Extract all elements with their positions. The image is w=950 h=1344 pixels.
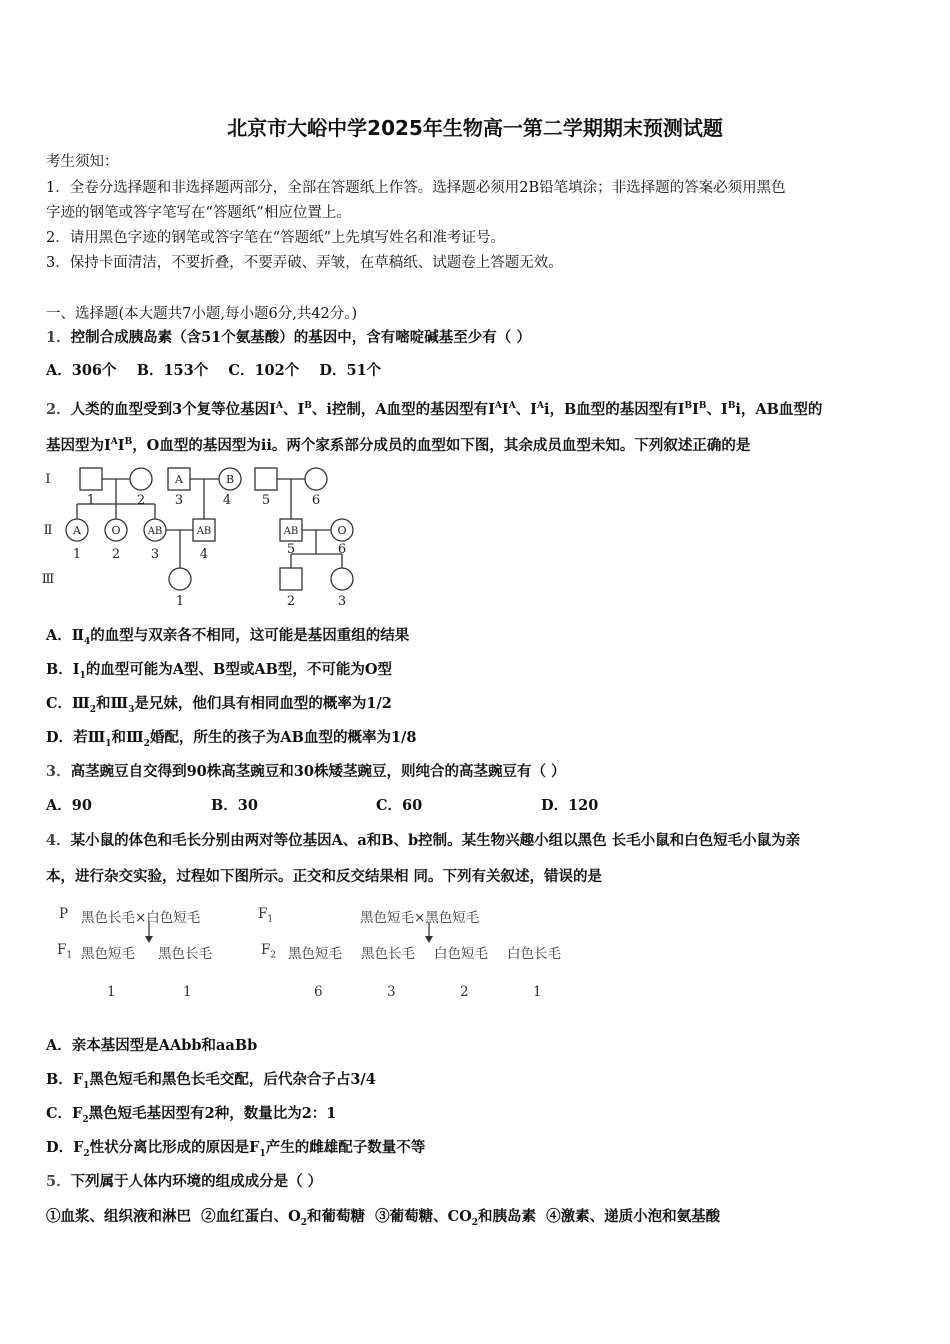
member-label: 2: [111, 547, 121, 562]
sub: 2: [89, 704, 96, 715]
f2-count: 1: [533, 984, 542, 1000]
question-4-option-b: [46, 1070, 906, 1096]
item-text: 和胰岛素 ④激素、递质小泡和氨基酸: [478, 1208, 721, 1225]
member-label: 6: [311, 493, 321, 508]
question-number: 3．: [46, 763, 71, 780]
f1-phenotype: 黑色长毛: [158, 946, 212, 962]
arrow-down-icon: [423, 922, 435, 944]
sup: A: [110, 437, 118, 447]
question-3: [46, 762, 906, 782]
f-text: F: [57, 942, 67, 958]
blood-mark: O: [111, 524, 121, 537]
f1-label: [57, 942, 72, 961]
option-text: 产生的雌雄配子数量不等: [265, 1139, 426, 1156]
question-number: 5．: [46, 1173, 71, 1190]
sub: 1: [267, 914, 274, 925]
question-1: [46, 328, 906, 348]
gen-label: Ⅱ: [43, 523, 53, 538]
f1-count: 1: [183, 984, 192, 1000]
option-text: D．若Ⅲ: [46, 729, 106, 746]
member-label: 5: [261, 493, 271, 508]
blood-mark: A: [175, 473, 183, 486]
question-4-option-c: [46, 1104, 906, 1130]
option-text: A．Ⅱ: [46, 627, 84, 644]
f2-count: 3: [387, 984, 396, 1000]
option-c: C．60: [376, 797, 423, 814]
member-label: 1: [72, 547, 82, 562]
question-stem: 高茎豌豆自交得到90株高茎豌豆和30株矮茎豌豆，则纯合的高茎豌豆有（ ）: [70, 763, 566, 780]
f2-count: 2: [460, 984, 469, 1000]
pedigree-diagram: [40, 460, 380, 610]
item-text: 和葡萄糖 ③葡萄糖、CO: [307, 1208, 472, 1225]
sub: 2: [300, 1217, 307, 1228]
sub: 2: [83, 1148, 90, 1159]
pedigree-male: [80, 468, 102, 490]
option-text: B．I: [46, 661, 80, 678]
arrow-down-icon: [143, 922, 155, 944]
stem-text: 人类的血型受到3个复等位基因I: [70, 400, 276, 418]
stem-text: 、I: [282, 400, 305, 418]
member-label: 2: [136, 493, 146, 508]
pedigree-female: [169, 568, 191, 590]
option-text: 性状分离比形成的原因是F: [89, 1139, 260, 1156]
sub: 1: [79, 670, 86, 681]
option-text: 的血型与双亲各不相同，这可能是基因重组的结果: [90, 627, 410, 644]
sub: 1: [66, 950, 73, 961]
member-label: 4: [222, 493, 232, 508]
sup: A: [275, 401, 283, 411]
option-text: 黑色短毛基因型有2种，数量比为2：1: [88, 1105, 337, 1122]
stem-text: i，B血型的基因型有I: [543, 400, 685, 418]
question-stem: 控制合成胰岛素（含51个氨基酸）的基因中，含有嘧啶碱基至少有（ ）: [70, 329, 531, 346]
sub: 2: [270, 950, 277, 961]
cross-diagram: [55, 900, 615, 1005]
question-4-option-a: A．亲本基因型是AAbb和aaBb: [46, 1037, 258, 1054]
notice-item-2: 2．请用黑色字迹的钢笔或答字笔在“答题纸”上先填写姓名和准考证号。: [46, 230, 506, 246]
question-5: [46, 1172, 906, 1192]
option-text: D．F: [46, 1139, 84, 1156]
option-text: B．F: [46, 1071, 84, 1088]
question-number: 1．: [46, 329, 71, 346]
sub: 4: [83, 636, 91, 647]
option-text: 婚配，所生的孩子为AB血型的概率为1/8: [149, 729, 417, 746]
f-text: F: [258, 906, 268, 922]
f2-phenotype: 白色长毛: [507, 946, 561, 962]
sub: 1: [105, 738, 112, 749]
member-label: 6: [337, 542, 347, 557]
sup: B: [727, 401, 736, 411]
f1-count: 1: [107, 984, 116, 1000]
option-text: C．Ⅲ: [46, 695, 90, 712]
sup: A: [494, 401, 502, 411]
sub: 1: [83, 1080, 90, 1091]
option-text: 和Ⅲ: [95, 695, 129, 712]
question-2-option-c: [46, 694, 906, 720]
gen-label: Ⅰ: [45, 472, 51, 487]
stem-text: i，AB血型的: [735, 400, 823, 418]
stem-text: ，O血型的基因型为ii。两个家系部分成员的血型如下图，其余成员血型未知。下列叙述正确的是: [132, 436, 751, 454]
question-5-items: [46, 1207, 906, 1233]
question-2-option-a: [46, 626, 906, 652]
sub: 2: [471, 1217, 479, 1228]
sub: 2: [143, 738, 150, 749]
member-label: 3: [174, 493, 184, 508]
notice-heading: 考生须知：: [46, 154, 119, 170]
blood-mark: A: [73, 524, 81, 537]
gen-label: Ⅲ: [41, 572, 55, 587]
f2-phenotype: 黑色短毛: [288, 946, 342, 962]
item-text: ①血浆、组织液和淋巴 ②血红蛋白、O: [46, 1208, 301, 1225]
f1-phenotype: 黑色短毛: [81, 946, 135, 962]
option-d: D．120: [541, 797, 599, 814]
blood-mark: AB: [147, 526, 163, 537]
option-text: 和Ⅲ: [111, 729, 144, 746]
stem-text: 、i控制，A血型的基因型有I: [311, 400, 495, 418]
option-b: B．30: [211, 797, 258, 814]
sup: B: [304, 401, 312, 411]
f-text: F: [261, 942, 271, 958]
stem-text: 、I: [515, 400, 537, 418]
member-label: 5: [286, 542, 296, 557]
blood-mark: AB: [283, 526, 299, 537]
pedigree-female: [305, 468, 327, 490]
member-label: 3: [337, 594, 347, 609]
pedigree-male: [255, 468, 277, 490]
section-heading: 一、选择题(本大题共7小题,每小题6分,共42分。): [46, 306, 358, 322]
option-a: A．90: [46, 797, 92, 814]
blood-mark: B: [225, 473, 235, 486]
sub: 1: [259, 1148, 266, 1159]
question-2-option-b: [46, 660, 906, 686]
member-label: 1: [86, 493, 96, 508]
question-4-line-2: 本，进行杂交实验，过程如下图所示。正交和反交结果相 同。下列有关叙述，错误的是: [46, 868, 603, 885]
f2-phenotype: 黑色长毛: [361, 946, 415, 962]
pedigree-male: [280, 568, 302, 590]
page-title: 北京市大峪中学2025年生物高一第二学期期末预测试题: [227, 116, 723, 140]
f1-label-top: [258, 906, 273, 925]
stem-text: 某小鼠的体色和毛长分别由两对等位基因A、a和B、b控制。某生物兴趣小组以黑色 长毛小鼠和白色短毛小鼠为亲: [70, 832, 801, 849]
notice-item-1: 1．全卷分选择题和非选择题两部分，全部在答题纸上作答。选择题必须用2B铅笔填涂；非选择题的答案必须用黑色: [46, 180, 786, 196]
blood-mark: O: [337, 524, 347, 537]
stem-text: 基因型为I: [46, 436, 111, 454]
member-label: 1: [175, 594, 185, 609]
sup: A: [508, 401, 516, 411]
option-text: 黑色短毛和黑色长毛交配，后代杂合子占3/4: [89, 1071, 376, 1088]
member-label: 4: [199, 547, 209, 562]
sup: B: [684, 401, 693, 411]
gen-p-label: P: [59, 906, 69, 922]
f2-phenotype: 白色短毛: [434, 946, 488, 962]
question-2-line-2: 基因型为$I^AI^B$，O血型的基因型为ii。两个家系部分成员的血型如下图，其余成员血型未知。下列叙述正确的是: [46, 436, 751, 454]
question-4-line-1: [46, 831, 906, 851]
sub: 2: [82, 1114, 89, 1125]
sub: 3: [128, 704, 135, 715]
option-text: 是兄妹，他们具有相同血型的概率为1/2: [134, 695, 392, 712]
option-text: C．F: [46, 1105, 83, 1122]
question-number: 2．: [46, 400, 71, 418]
stem-text: 、I: [706, 400, 728, 418]
option-text: 的血型可能为A型、B型或AB型，不可能为O型: [85, 661, 392, 678]
question-stem: 下列属于人体内环境的组成成分是（ ）: [70, 1173, 323, 1190]
member-label: 2: [286, 594, 296, 609]
pedigree-female: [130, 468, 152, 490]
p-cross: 黑色长毛×白色短毛: [81, 910, 201, 926]
sup: B: [124, 437, 133, 447]
question-number: 4．: [46, 832, 71, 849]
blood-mark: AB: [196, 526, 212, 537]
sup: A: [536, 401, 544, 411]
member-label: 3: [150, 547, 160, 562]
f2-label: [261, 942, 276, 961]
f2-count: 6: [314, 984, 323, 1000]
question-4-option-d: [46, 1138, 906, 1164]
notice-item-3: 3．保持卡面清洁，不要折叠，不要弄破、弄皱，在草稿纸、试题卷上答题无效。: [46, 255, 563, 271]
sup: B: [698, 401, 707, 411]
question-2-line-1: 2．人类的血型受到3个复等位基因$I^A$、$I^B$、i控制，A血型的基因型有$I^AI^A$、$I^Ai$，B血型的基因型有$I^BI^B$、$I^Bi$，AB血型的: [46, 400, 823, 418]
pedigree-female: [331, 568, 353, 590]
question-3-options: [46, 796, 906, 816]
question-2-option-d: [46, 728, 906, 754]
question-1-options: A．306个 B．153个 C．102个 D．51个: [46, 362, 382, 379]
f1-cross: 黑色短毛×黑色短毛: [360, 910, 480, 926]
notice-item-1-cont: 字迹的钢笔或答字笔写在“答题纸”相应位置上。: [46, 205, 351, 221]
